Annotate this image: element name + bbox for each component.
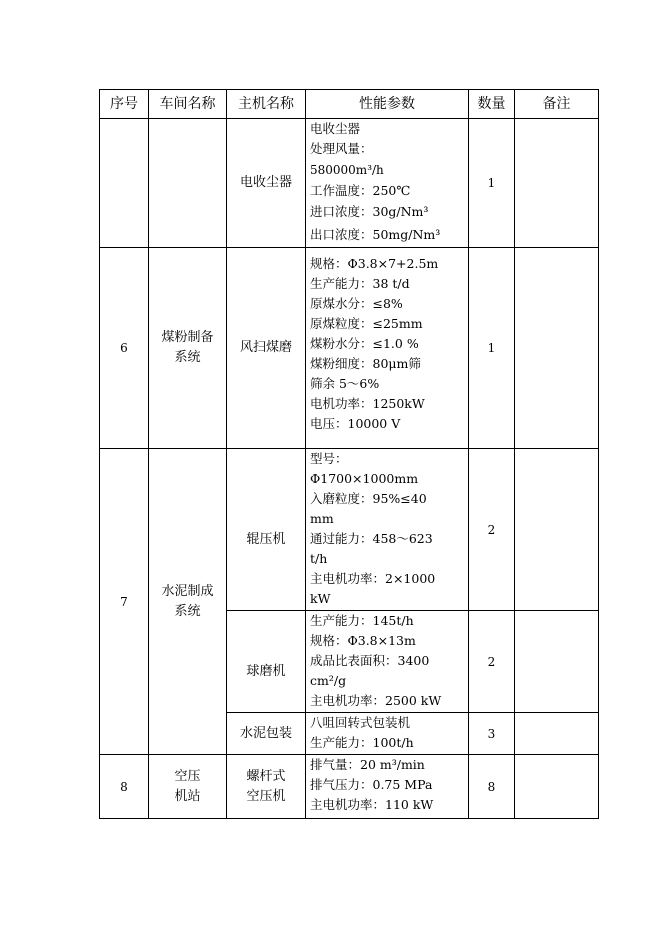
row-workshop: 煤粉制备 系统 [149, 248, 227, 449]
row-qty: 1 [469, 119, 515, 248]
row-no: 8 [100, 755, 149, 819]
equipment-table [99, 89, 599, 819]
table-row [100, 755, 599, 819]
row-qty: 8 [469, 755, 515, 819]
row-params: 规格：Φ3.8×7+2.5m 生产能力：38 t/d 原煤水分：≤8% 原煤粒度：≤25mm 煤粉水分：≤1.0 % 煤粉细度：80μm筛 筛余 5～6% 电机功率：1250kW 电压：10000 V [306, 248, 469, 449]
header-qty: 数量 [469, 90, 515, 119]
table-row [100, 248, 599, 449]
row-workshop [149, 119, 227, 248]
row-workshop: 空压 机站 [149, 755, 227, 819]
row-remark [515, 248, 599, 449]
row-machine: 电收尘器 [227, 119, 306, 248]
row-machine: 螺杆式 空压机 [227, 755, 306, 819]
row-qty: 2 [469, 611, 515, 713]
row-params: 电收尘器 处理风量： 580000m³/h 工作温度：250℃ 进口浓度：30g/Nm³ 出口浓度：50mg/Nm³ [306, 119, 469, 248]
row-machine: 风扫煤磨 [227, 248, 306, 449]
row-remark [515, 449, 599, 611]
row-remark [515, 755, 599, 819]
header-workshop: 车间名称 [149, 90, 227, 119]
row-workshop: 水泥制成 系统 [149, 449, 227, 755]
row-params: 型号： Φ1700×1000mm 入磨粒度：95%≤40 mm 通过能力：458～623 t/h 主电机功率：2×1000 kW [306, 449, 469, 611]
row-no: 6 [100, 248, 149, 449]
row-remark [515, 713, 599, 755]
row-remark [515, 611, 599, 713]
row-machine: 球磨机 [227, 611, 306, 713]
row-no: 7 [100, 449, 149, 755]
row-qty: 3 [469, 713, 515, 755]
header-params: 性能参数 [306, 90, 469, 119]
row-qty: 2 [469, 449, 515, 611]
header-remark: 备注 [515, 90, 599, 119]
row-params: 生产能力：145t/h 规格：Φ3.8×13m 成品比表面积：3400 cm²/g 主电机功率：2500 kW [306, 611, 469, 713]
table-row [100, 449, 599, 611]
header-machine: 主机名称 [227, 90, 306, 119]
row-no [100, 119, 149, 248]
row-machine: 水泥包装 [227, 713, 306, 755]
row-machine: 辊压机 [227, 449, 306, 611]
row-remark [515, 119, 599, 248]
row-params: 八咀回转式包装机 生产能力：100t/h [306, 713, 469, 755]
row-params: 排气量：20 m³/min 排气压力：0.75 MPa 主电机功率：110 kW [306, 755, 469, 819]
header-row [100, 90, 599, 119]
header-no: 序号 [100, 90, 149, 119]
row-qty: 1 [469, 248, 515, 449]
table-row [100, 119, 599, 248]
